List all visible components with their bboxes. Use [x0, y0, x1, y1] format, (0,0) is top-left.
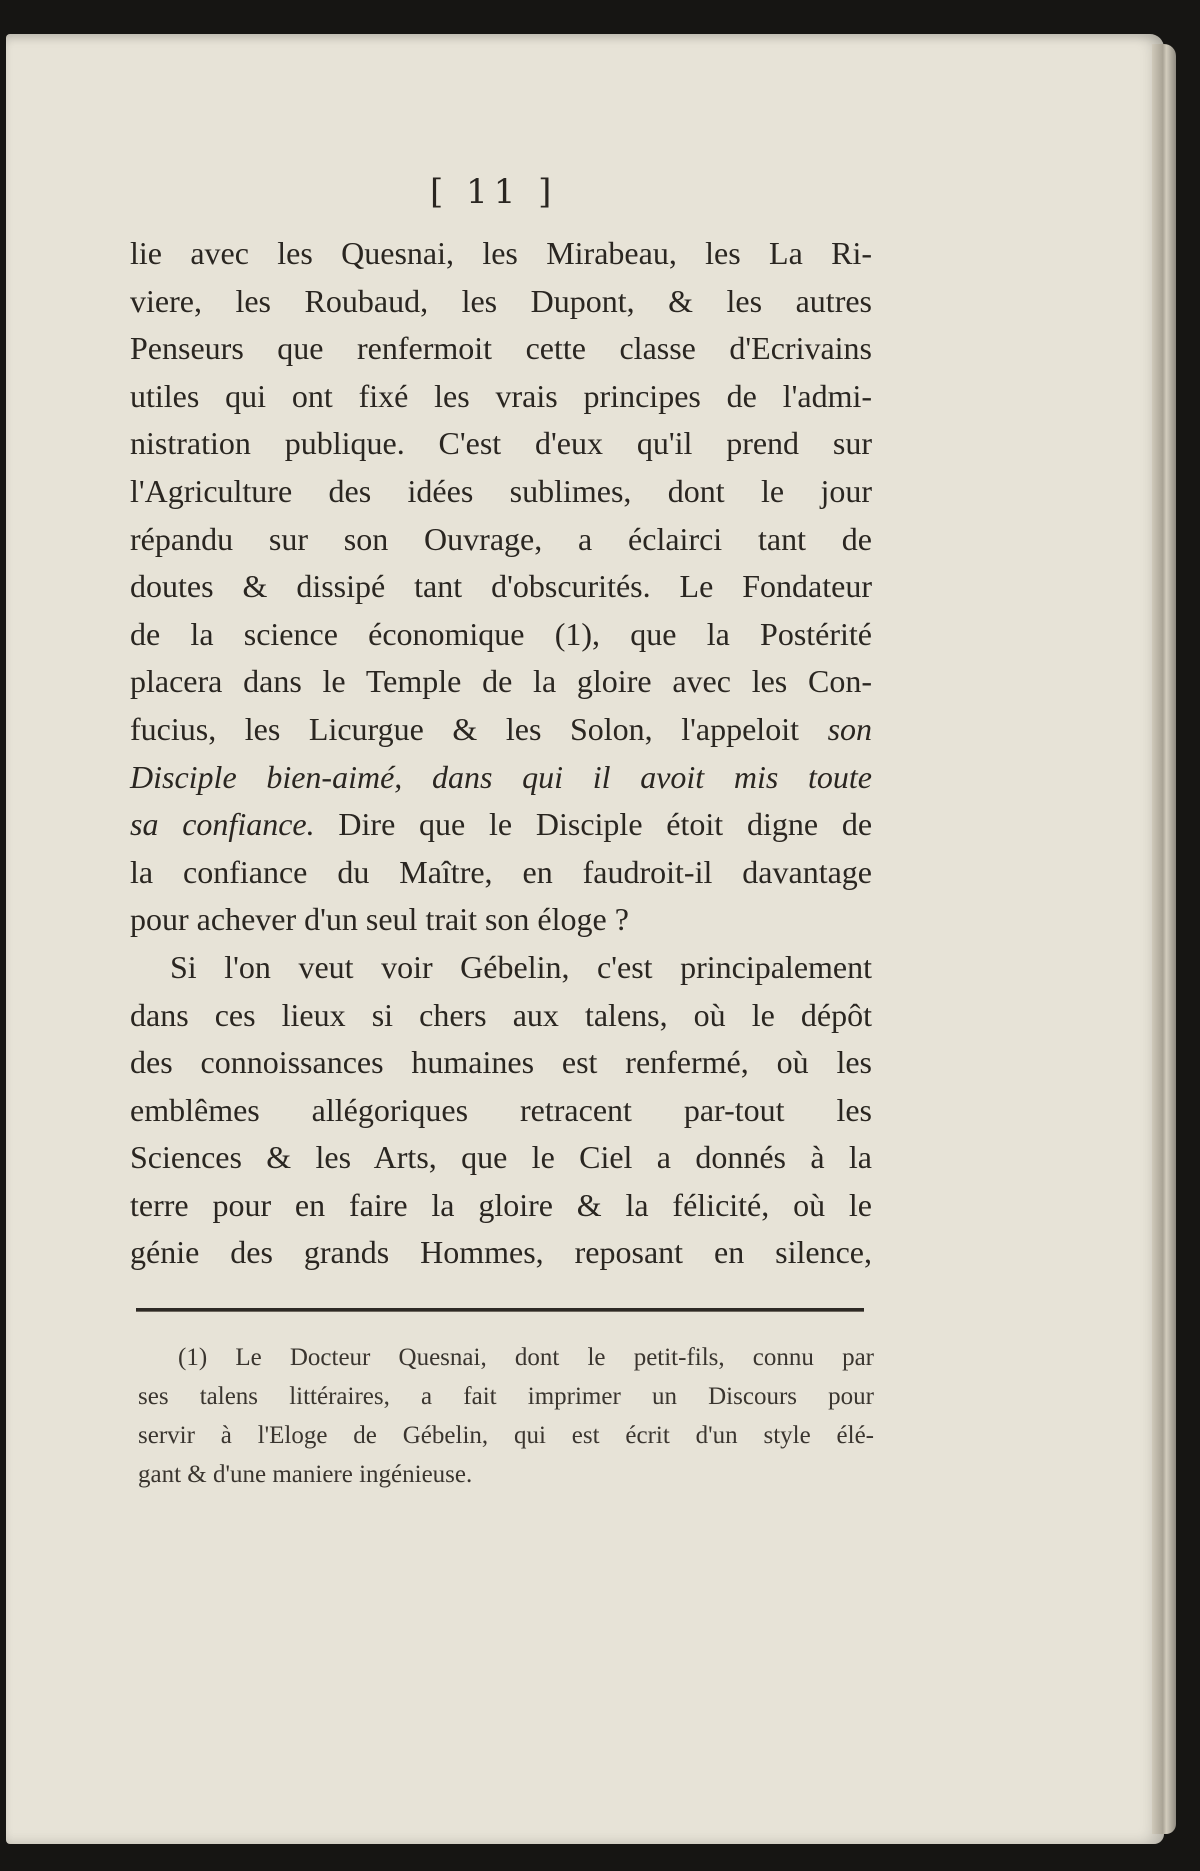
page-number: [ 11 ] [430, 172, 558, 212]
paragraph-start: Si l'on veut voir Gébelin, c'est principalement [170, 948, 872, 985]
text-segment: Dire que le Disciple étoit digne de [338, 806, 873, 843]
text-segment: fucius, les Licurgue & les Solon, l'appeloit [130, 710, 799, 747]
text-line: placera dans le Temple de la gloire avec les Con- [130, 663, 872, 700]
text-line [130, 706, 872, 754]
text-line: l'Agriculture des idées sublimes, dont le jour [130, 472, 872, 509]
text-line [130, 801, 872, 849]
italic-line: Disciple bien-aimé, dans qui il avoit mis toute [130, 758, 872, 795]
text-line: la confiance du Maître, en faudroit-il davantage [130, 853, 872, 890]
text-line: Penseurs que renfermoit cette classe d'Ecrivains [130, 330, 872, 367]
text-line: génie des grands Hommes, reposant en silence, [130, 1234, 872, 1271]
text-line: répandu sur son Ouvrage, a éclairci tant de [130, 520, 872, 557]
footnote [138, 1338, 874, 1494]
text-line: dans ces lieux si chers aux talens, où le dépôt [130, 996, 872, 1033]
text-line: utiles qui ont fixé les vrais principes de l'admi- [130, 377, 872, 414]
footnote-line: (1) Le Docteur Quesnai, dont le petit-fils, connu par [178, 1344, 874, 1371]
text-line: pour achever d'un seul trait son éloge ? [130, 901, 629, 938]
main-text [130, 230, 872, 1277]
text-line: terre pour en faire la gloire & la félicité, où le [130, 1186, 872, 1223]
italic-segment: sa confiance. [130, 806, 315, 843]
footnote-divider [136, 1308, 864, 1312]
text-line: lie avec les Quesnai, les Mirabeau, les La Ri- [130, 235, 872, 271]
text-line: des connoissances humaines est renfermé, où les [130, 1044, 872, 1081]
italic-segment: son [827, 710, 873, 747]
footnote-line: ses talens littéraires, a fait imprimer un Discours pour [138, 1383, 874, 1410]
text-line: emblêmes allégoriques retracent par-tout les [130, 1091, 872, 1128]
text-line: nistration publique. C'est d'eux qu'il prend sur [130, 425, 872, 462]
footnote-line: gant & d'une maniere ingénieuse. [138, 1461, 473, 1488]
text-line: doutes & dissipé tant d'obscurités. Le Fondateur [130, 568, 872, 605]
text-line: Sciences & les Arts, que le Ciel a donnés à la [130, 1139, 872, 1176]
page-edge [1152, 44, 1176, 1834]
text-line: viere, les Roubaud, les Dupont, & les autres [130, 282, 872, 319]
text-line: de la science économique (1), que la Postérité [130, 615, 872, 652]
footnote-line: servir à l'Eloge de Gébelin, qui est écrit d'un style élé- [138, 1422, 874, 1449]
